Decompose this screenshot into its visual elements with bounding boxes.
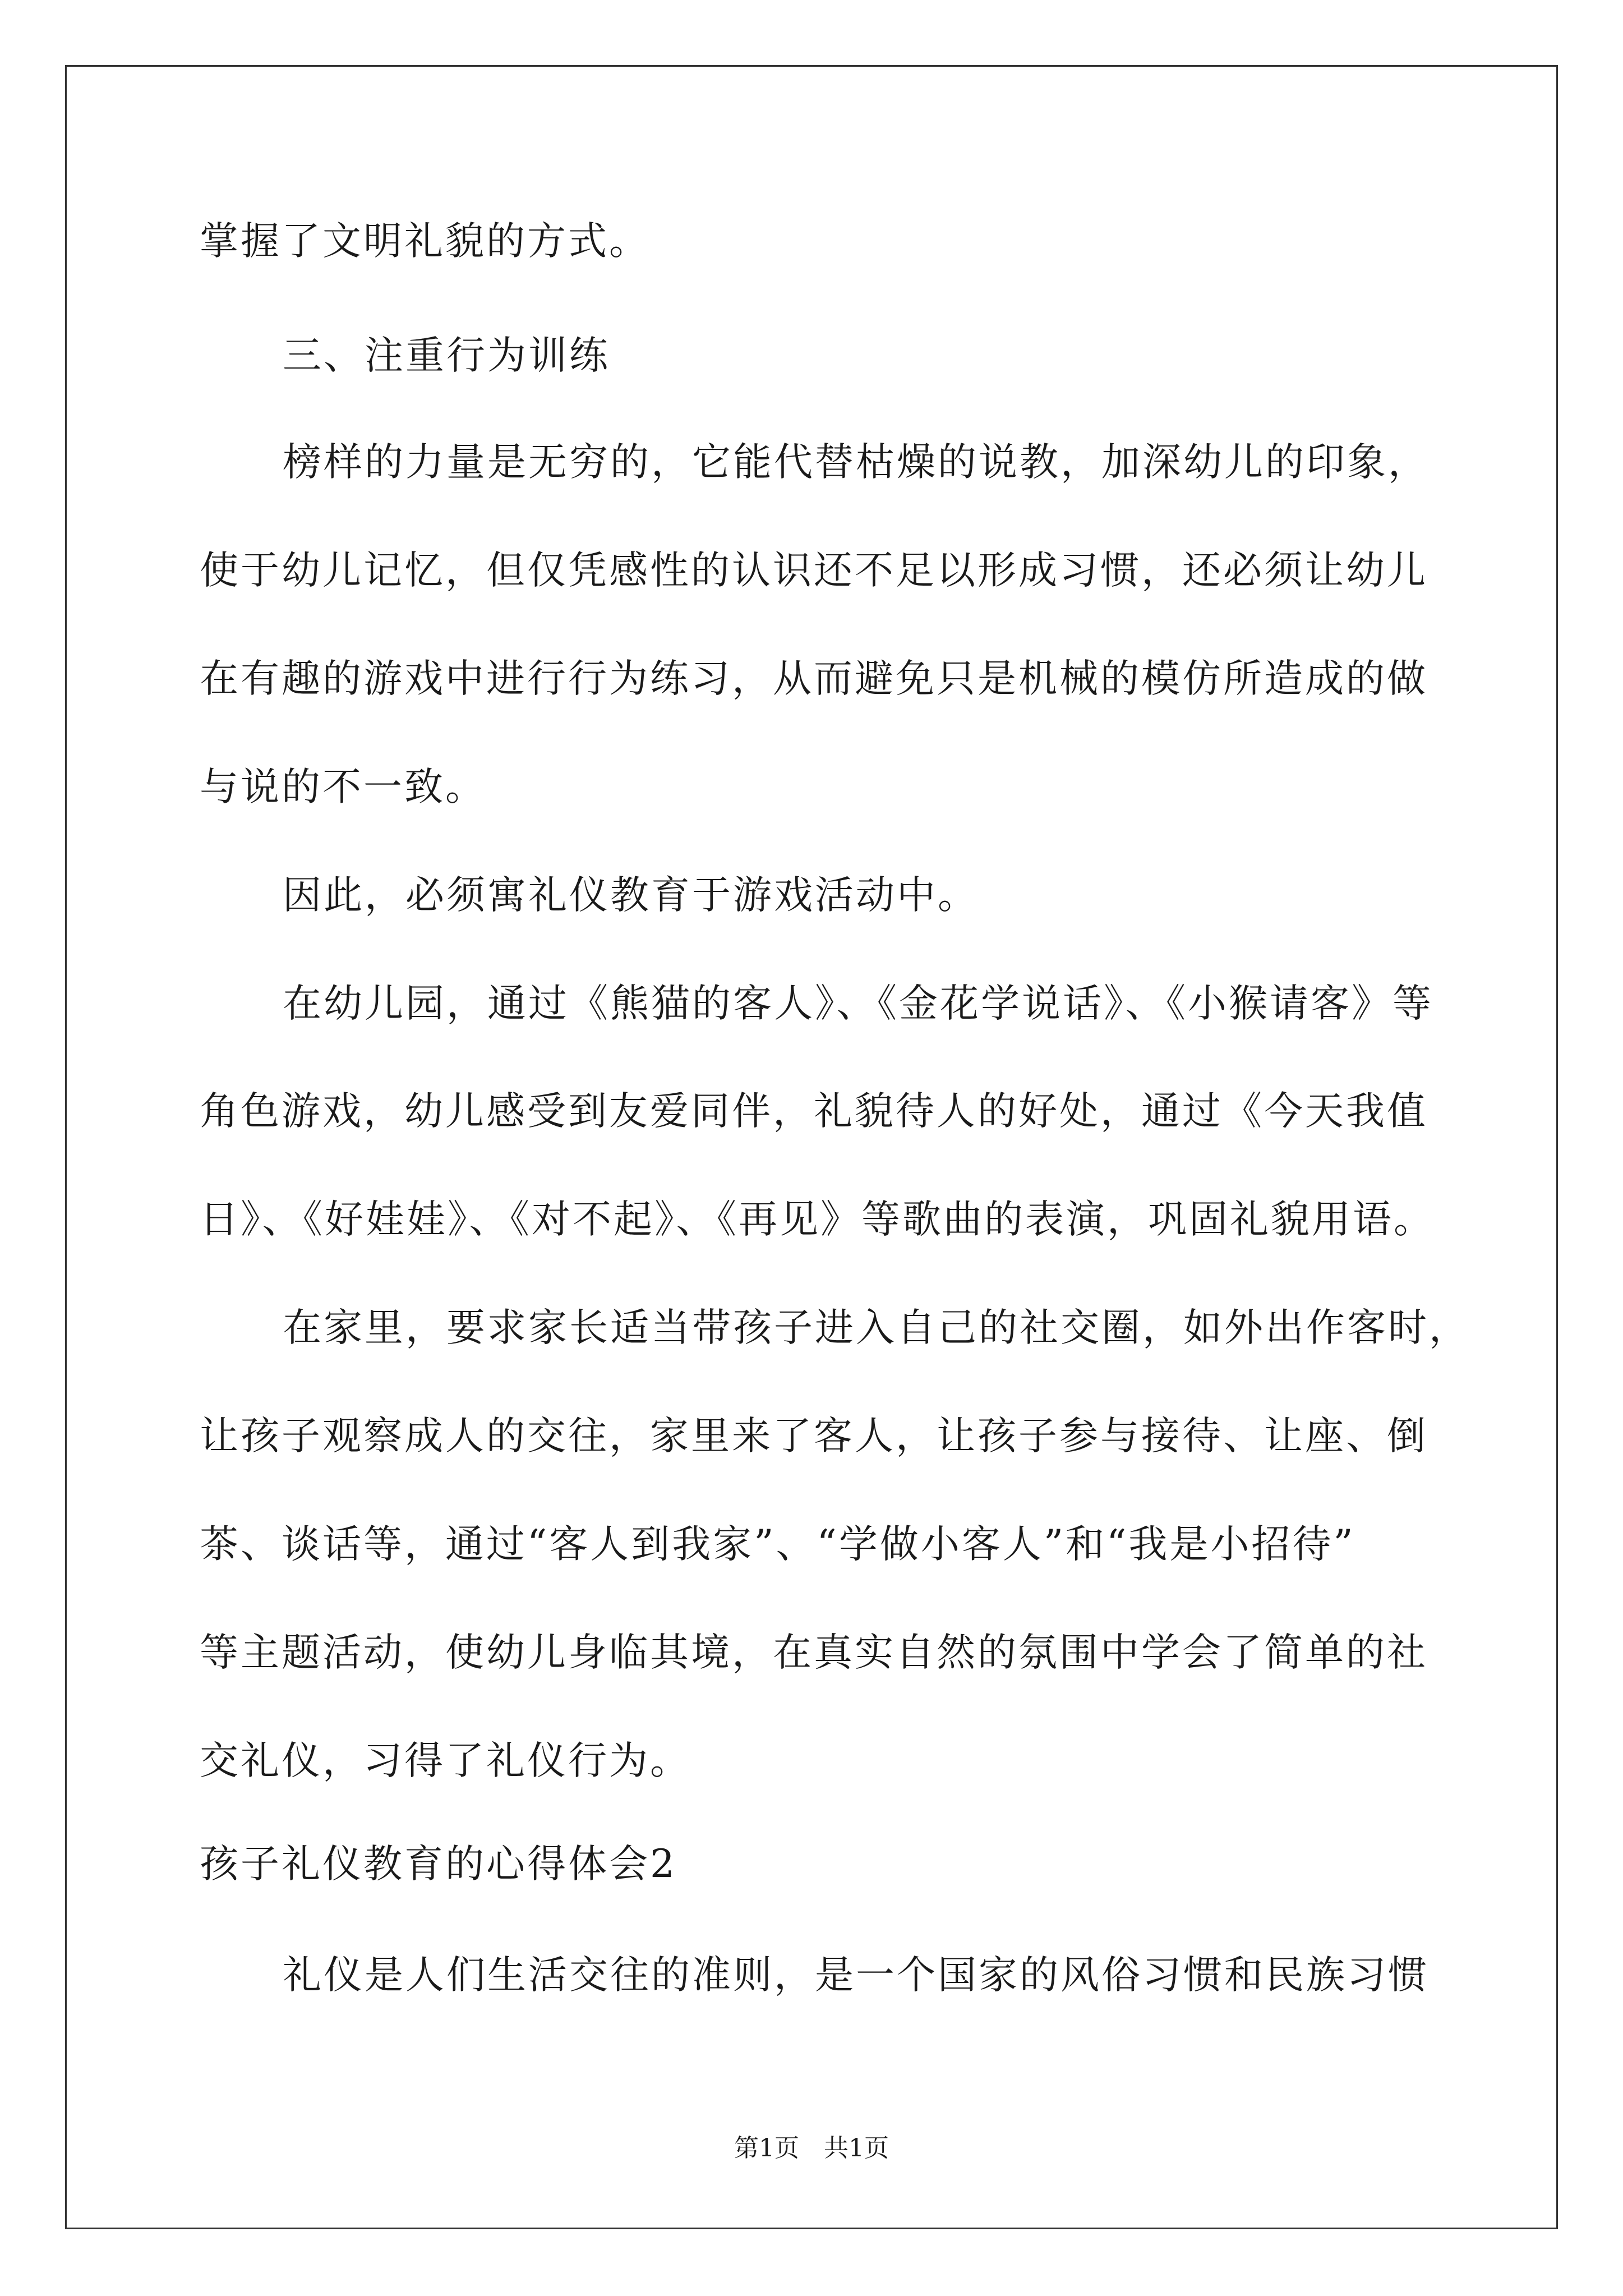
section-heading: 三、注重行为训练 [283,333,610,378]
paragraph-line: 与说的不一致。 [200,765,486,809]
paragraph-line: 让孩子观察成人的交往，家里来了客人，让孩子参与接待、让座、倒 [200,1414,1428,1458]
paragraph-line: 掌握了文明礼貌的方式。 [200,219,650,264]
page-border [65,65,1558,2229]
paragraph-line: 礼仪是人们生活交往的准则，是一个国家的风俗习惯和民族习惯 [283,1953,1429,1998]
paragraph-line: 等主题活动，使幼儿身临其境，在真实自然的氛围中学会了简单的社 [200,1630,1428,1675]
paragraph-line: 日》、《好娃娃》、《对不起》、《再见》等歌曲的表演，巩固礼貌用语。 [200,1197,1435,1242]
paragraph-line: 榜样的力量是无穷的，它能代替枯燥的说教，加深幼儿的印象， [283,440,1429,485]
paragraph-line: 交礼仪，习得了礼仪行为。 [200,1738,691,1783]
paragraph-line: 在家里，要求家长适当带孩子进入自己的社交圈，如外出作客时， [283,1305,1470,1350]
page-footer: 第1页 共1页 [734,2134,889,2162]
paragraph-line: 茶、谈话等，通过“客人到我家”、“学做小客人”和“我是小招待” [200,1522,1355,1567]
paragraph-line: 在幼儿园，通过《熊猫的客人》、《金花学说话》、《小猴请客》等 [283,981,1433,1026]
paragraph-line: 在有趣的游戏中进行行为练习，从而避免只是机械的模仿所造成的做 [200,656,1428,701]
paragraph-line: 角色游戏，幼儿感受到友爱同伴，礼貌待人的好处，通过《今天我值 [200,1089,1428,1134]
document-title: 孩子礼仪教育的心得体会2 [200,1842,677,1887]
paragraph-line: 使于幼儿记忆，但仅凭感性的认识还不足以形成习惯，还必须让幼儿 [200,548,1428,593]
paragraph-line: 因此，必须寓礼仪教育于游戏活动中。 [283,873,979,918]
